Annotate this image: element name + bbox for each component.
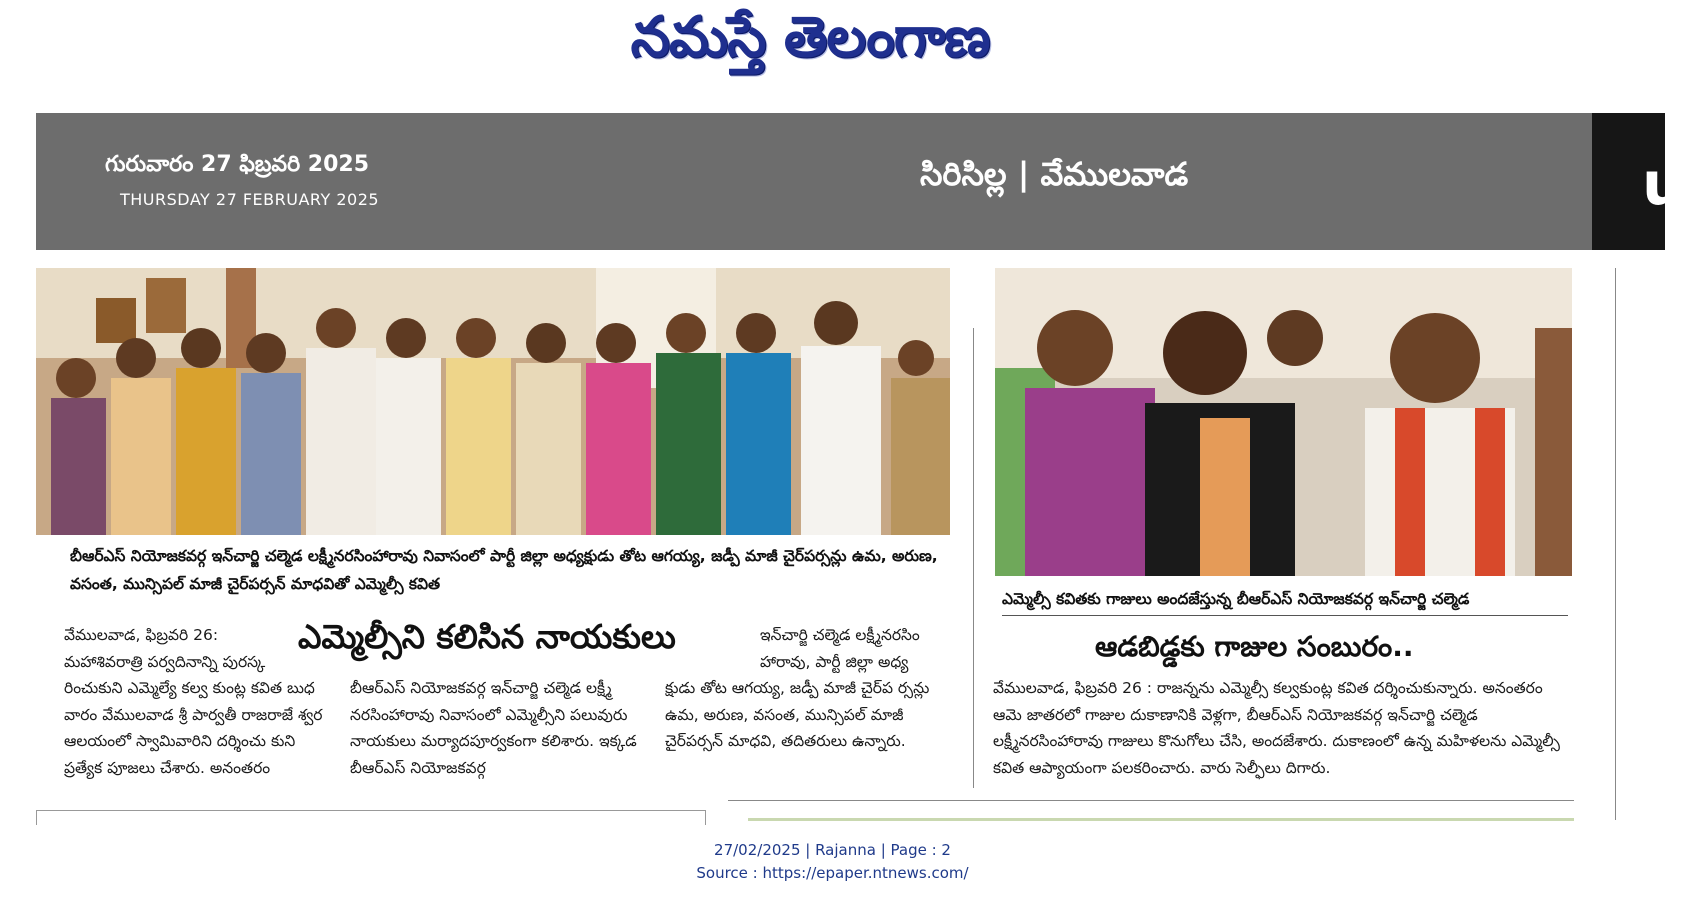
next-article-strip — [748, 818, 1574, 821]
article-column-c: క్షుడు తోట ఆగయ్య, జడ్పీ మాజీ చైర్‌ప ర్సన్లు ఉమ, అరుణ, వసంత, మున్సిపల్ మాజీ చైర్‌పర్సన్ మాధవి, తదితరులు ఉన్నారు. — [665, 679, 930, 750]
footer-source-link[interactable]: Source : https://epaper.ntnews.com/ — [696, 864, 969, 882]
masthead — [0, 0, 1665, 95]
column-divider — [973, 328, 974, 788]
article-column-a: రించుకుని ఎమ్మెల్యే కల్వ కుంట్ల కవిత బుధ వారం వేములవాడ శ్రీ పార్వతీ రాజరాజే శ్వర ఆలయంలో స్వామివారిని దర్శించు కుని ప్రత్యేక పూజలు చేశారు. అనంతరం — [64, 679, 323, 777]
next-article-frame — [36, 810, 706, 825]
article-column-a-top: వేములవాడ, ఫిబ్రవరి 26: మహాశివరాత్రి పర్వదినాన్ని పురస్క — [64, 626, 266, 671]
bangles-photo-illustration — [995, 268, 1572, 576]
photo-caption-left: బీఆర్ఎస్ నియోజకవర్గ ఇన్‌చార్జి చల్మెడ లక్ష్మీనరసింహారావు నివాసంలో పార్టీ జిల్లా అధ్యక్షుడు తోట ఆగయ్య, జడ్పీ మాజీ చైర్‌పర్సన్లు ఉమ, అరుణ, వసంత, మున్సిపల్ మాజీ చైర్‌పర్సన్ మాధవితో ఎమ్మెల్సీ కవిత — [70, 547, 938, 593]
group-photo — [36, 268, 950, 535]
headline-left[interactable]: ఎమ్మెల్సీని కలిసిన నాయకులు — [298, 617, 676, 656]
newspaper-logo[interactable]: నమస్తే తెలంగాణ — [630, 4, 990, 70]
header-band-dark-block — [1592, 113, 1685, 250]
page-edge-divider — [1615, 268, 1616, 820]
footer-page-info: 27/02/2025 | Rajanna | Page : 2 — [714, 841, 951, 859]
date-english: THURSDAY 27 FEBRUARY 2025 — [120, 190, 380, 209]
group-photo-illustration — [36, 268, 950, 535]
article-column-b: బీఆర్ఎస్ నియోజకవర్గ ఇన్‌చార్జి చల్మెడ లక్ష్మీ నరసింహారావు నివాసంలో ఎమ్మెల్సీని పలువురు నాయకులు మర్యాదపూర్వకంగా కలిశారు. ఇక్కడ బీఆర్ఎస్ నియోజకవర్గ — [350, 679, 637, 777]
headline-right[interactable]: ఆడబిడ్డకు గాజుల సంబురం.. — [1095, 630, 1414, 663]
letter-fragment-icon: u — [1642, 149, 1685, 219]
photo-caption-right: ఎమ్మెల్సీ కవితకు గాజులు అందజేస్తున్న బీఆర్ఎస్ నియోజకవర్గ ఇన్‌చార్జి చల్మెడ — [1002, 590, 1470, 608]
article-body-right: వేములవాడ, ఫిబ్రవరి 26 : రాజన్నను ఎమ్మెల్సీ కల్వకుంట్ల కవిత దర్శించుకున్నారు. అనంతరం ఆమె జాతరలో గాజుల దుకాణానికి వెళ్లగా, బీఆర్ఎస్ నియోజకవర్గ ఇన్‌చార్జి చల్మెడ లక్ష్మీనరసింహారావు గాజులు కొనుగోలు చేసి, అందజేశారు. దుకాణంలో ఉన్న మహిళలను ఎమ్మెల్సీ కవిత ఆప్యాయంగా పలకరించారు. వారు సెల్ఫీలు దిగారు. — [993, 679, 1560, 777]
date-telugu: గురువారం 27 ఫిబ్రవరి 2025 — [105, 152, 370, 177]
section-title: సిరిసిల్ల | వేములవాడ — [920, 155, 1189, 193]
section-divider — [728, 800, 1574, 801]
bangles-photo — [995, 268, 1572, 576]
caption-divider — [1002, 615, 1568, 616]
article-column-c-top: ఇన్‌చార్జి చల్మెడ లక్ష్మీనరసిం హారావు, పార్టీ జిల్లా అధ్య — [760, 626, 920, 671]
